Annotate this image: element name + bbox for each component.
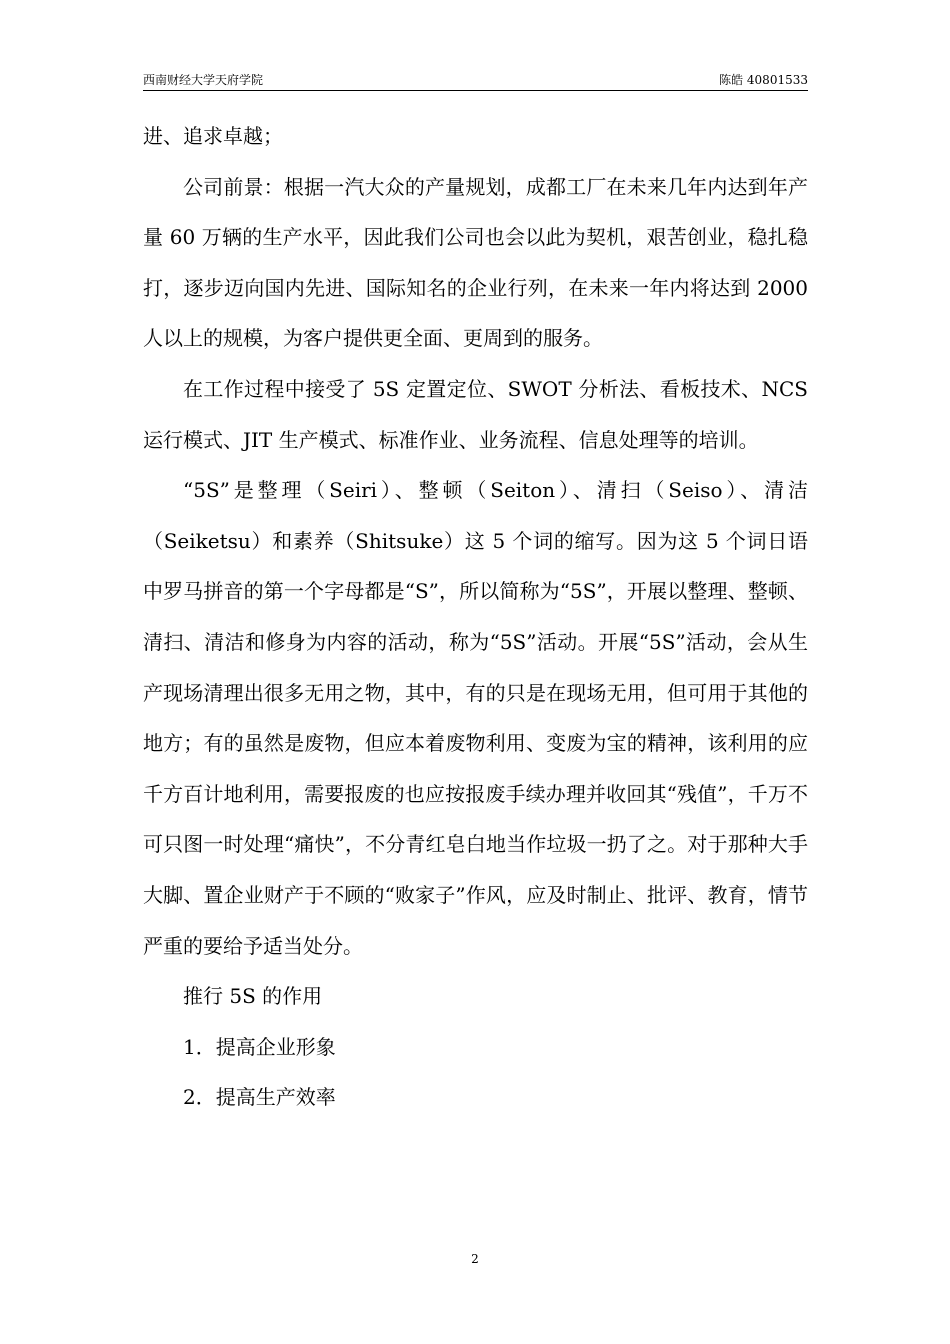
- paragraph-continuation: 进、追求卓越；: [143, 124, 283, 148]
- list-item-2: 2．提高生产效率: [183, 1085, 336, 1110]
- list-item-1: 1．提高企业形象: [183, 1034, 336, 1059]
- page-number: 2: [471, 1252, 479, 1266]
- paragraph-company-prospects: 公司前景：根据一汽大众的产量规划，成都工厂在未来几年内达到年产量 60 万辆的生产水平，因此我们公司也会以此为契机，艰苦创业，稳扎稳打，逐步迈向国内先进、国际知名的企业行列，在未来一年内将达到 2000 人以上的规模，为客户提供更全面、更周到的服务。: [143, 174, 808, 351]
- header-author-id: 陈皓 40801533: [719, 73, 808, 87]
- paragraph-training: 在工作过程中接受了 5S 定置定位、SWOT 分析法、看板技术、NCS 运行模式、JIT 生产模式、标准作业、业务流程、信息处理等的培训。: [143, 376, 808, 452]
- document-body: [143, 111, 808, 1123]
- page-header: [143, 70, 808, 91]
- header-institution: 西南财经大学天府学院: [143, 73, 264, 87]
- section-heading-5s-effects: 推行 5S 的作用: [183, 984, 323, 1009]
- paragraph-5s-definition: “5S”是整理（Seiri）、整顿（Seiton）、清扫（Seiso）、清洁（Seiketsu）和素养（Shitsuke）这 5 个词的缩写。因为这 5 个词日语中罗马拼音的第一个字母都是“S”，所以简称为“5S”，开展以整理、整顿、清扫、清洁和修身为内容的活动，称为“5S”活动。开展“5S”活动，会从生产现场清理出很多无用之物，其中，有的只是在现场无用，但可用于其他的地方；有的虽然是废物，但应本着废物利用、变废为宝的精神，该利用的应千方百计地利用，需要报废的也应按报废手续办理并收回其“残值”，千万不可只图一时处理“痛快”，不分青红皂白地当作垃圾一扔了之。对于那种大手大脚、置企业财产于不顾的“败家子”作风，应及时制止、批评、教育，情节严重的要给予适当处分。: [143, 478, 808, 958]
